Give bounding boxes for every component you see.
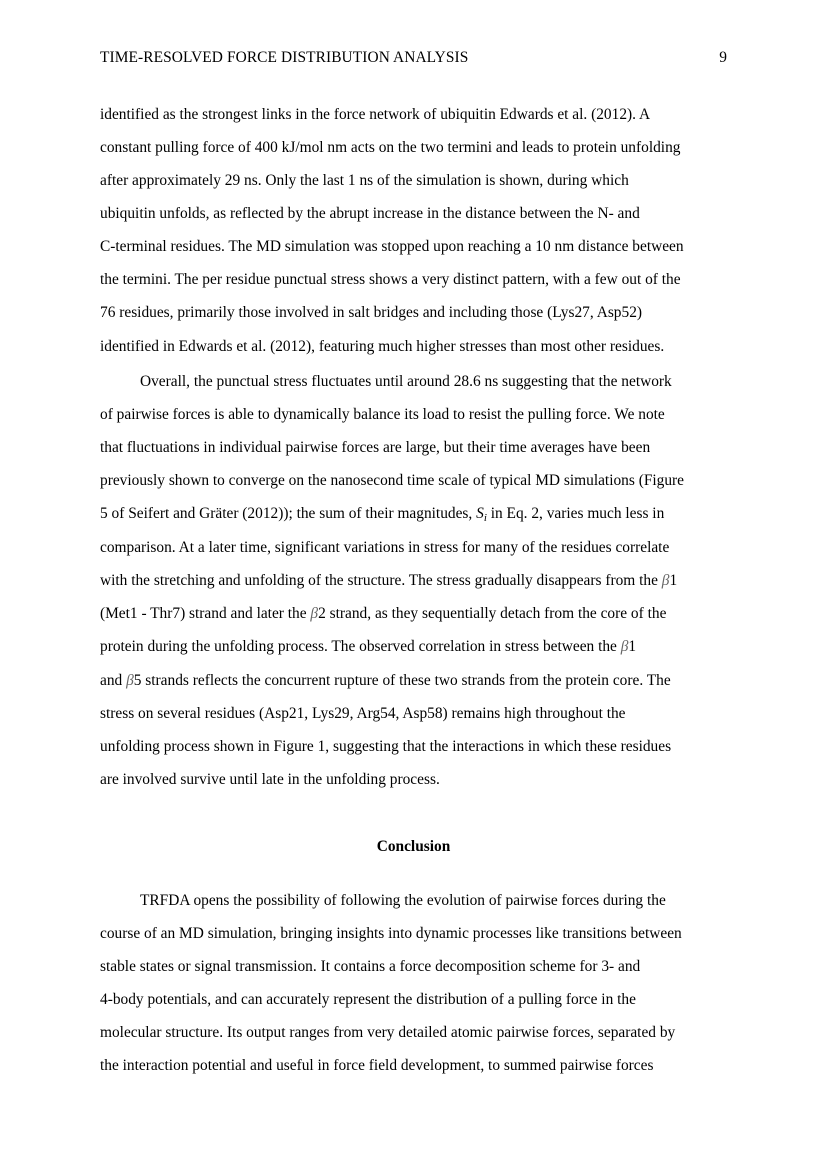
text-line: after approximately 29 ns. Only the last 1 ns of the simulation is shown, during which — [100, 172, 629, 189]
text-run: 5 of Seifert and Gräter (2012)); the sum of their magnitudes, — [100, 505, 477, 522]
page-number: 9 — [719, 49, 727, 66]
text-line: C-terminal residues. The MD simulation was stopped upon reaching a 10 nm distance between — [100, 238, 684, 255]
text-run: protein during the unfolding process. The observed correlation in stress between the — [100, 638, 621, 655]
math-subscript-i: i — [483, 512, 487, 524]
text-run: 2 strand, as they sequentially detach from the core of the — [318, 605, 667, 622]
text-run: in Eq. 2, varies much less in — [486, 505, 665, 522]
text-line: of pairwise forces is able to dynamically balance its load to resist the pulling force. We note — [100, 406, 665, 423]
math-symbol-s: S — [476, 505, 484, 522]
text-run: 1 — [628, 638, 637, 655]
text-line: identified in Edwards et al. (2012), featuring much higher stresses than most other residues. — [100, 338, 665, 355]
text-line — [100, 605, 666, 623]
text-line: constant pulling force of 400 kJ/mol nm acts on the two termini and leads to protein unfolding — [100, 139, 681, 156]
text-run: and — [100, 672, 127, 689]
text-line: 76 residues, primarily those involved in salt bridges and including those (Lys27, Asp52) — [100, 304, 643, 321]
text-line: identified as the strongest links in the force network of ubiquitin Edwards et al. (2012). A — [100, 106, 651, 123]
running-header — [100, 49, 727, 67]
text-line — [100, 672, 671, 690]
text-line: molecular structure. Its output ranges from very detailed atomic pairwise forces, separated by — [100, 1024, 676, 1041]
text-line: comparison. At a later time, significant variations in stress for many of the residues correlate — [100, 539, 670, 556]
text-line: TRFDA opens the possibility of following the evolution of pairwise forces during the — [140, 892, 666, 909]
text-line: previously shown to converge on the nanosecond time scale of typical MD simulations (Figure — [100, 472, 685, 489]
text-line: Overall, the punctual stress fluctuates until around 28.6 ns suggesting that the network — [140, 373, 672, 390]
beta-symbol: β — [661, 572, 670, 589]
text-run: 5 strands reflects the concurrent rupture of these two strands from the protein core. The — [133, 672, 671, 689]
text-run: (Met1 - Thr7) strand and later the — [100, 605, 311, 622]
text-line — [100, 572, 677, 590]
text-line: 4-body potentials, and can accurately represent the distribution of a pulling force in the — [100, 991, 636, 1008]
text-line: the termini. The per residue punctual stress shows a very distinct pattern, with a few out of the — [100, 271, 681, 288]
running-title: TIME-RESOLVED FORCE DISTRIBUTION ANALYSIS — [100, 49, 469, 66]
text-line: stress on several residues (Asp21, Lys29, Arg54, Asp58) remains high throughout the — [100, 705, 626, 722]
text-line: that fluctuations in individual pairwise forces are large, but their time averages have been — [100, 439, 651, 456]
text-line — [100, 638, 636, 656]
beta-symbol: β — [310, 605, 319, 622]
text-line: stable states or signal transmission. It contains a force decomposition scheme for 3- and — [100, 958, 641, 975]
text-run: 1 — [669, 572, 678, 589]
text-line: are involved survive until late in the unfolding process. — [100, 771, 440, 788]
text-line: the interaction potential and useful in force field development, to summed pairwise forces — [100, 1057, 654, 1074]
text-line: course of an MD simulation, bringing insights into dynamic processes like transitions between — [100, 925, 682, 942]
text-line: ubiquitin unfolds, as reflected by the abrupt increase in the distance between the N- and — [100, 205, 640, 222]
beta-symbol: β — [620, 638, 629, 655]
text-line — [100, 505, 664, 527]
section-heading: Conclusion — [376, 838, 451, 855]
text-line: unfolding process shown in Figure 1, suggesting that the interactions in which these residues — [100, 738, 672, 755]
beta-symbol: β — [126, 672, 134, 689]
text-run: with the stretching and unfolding of the structure. The stress gradually disappears from the — [100, 572, 662, 589]
